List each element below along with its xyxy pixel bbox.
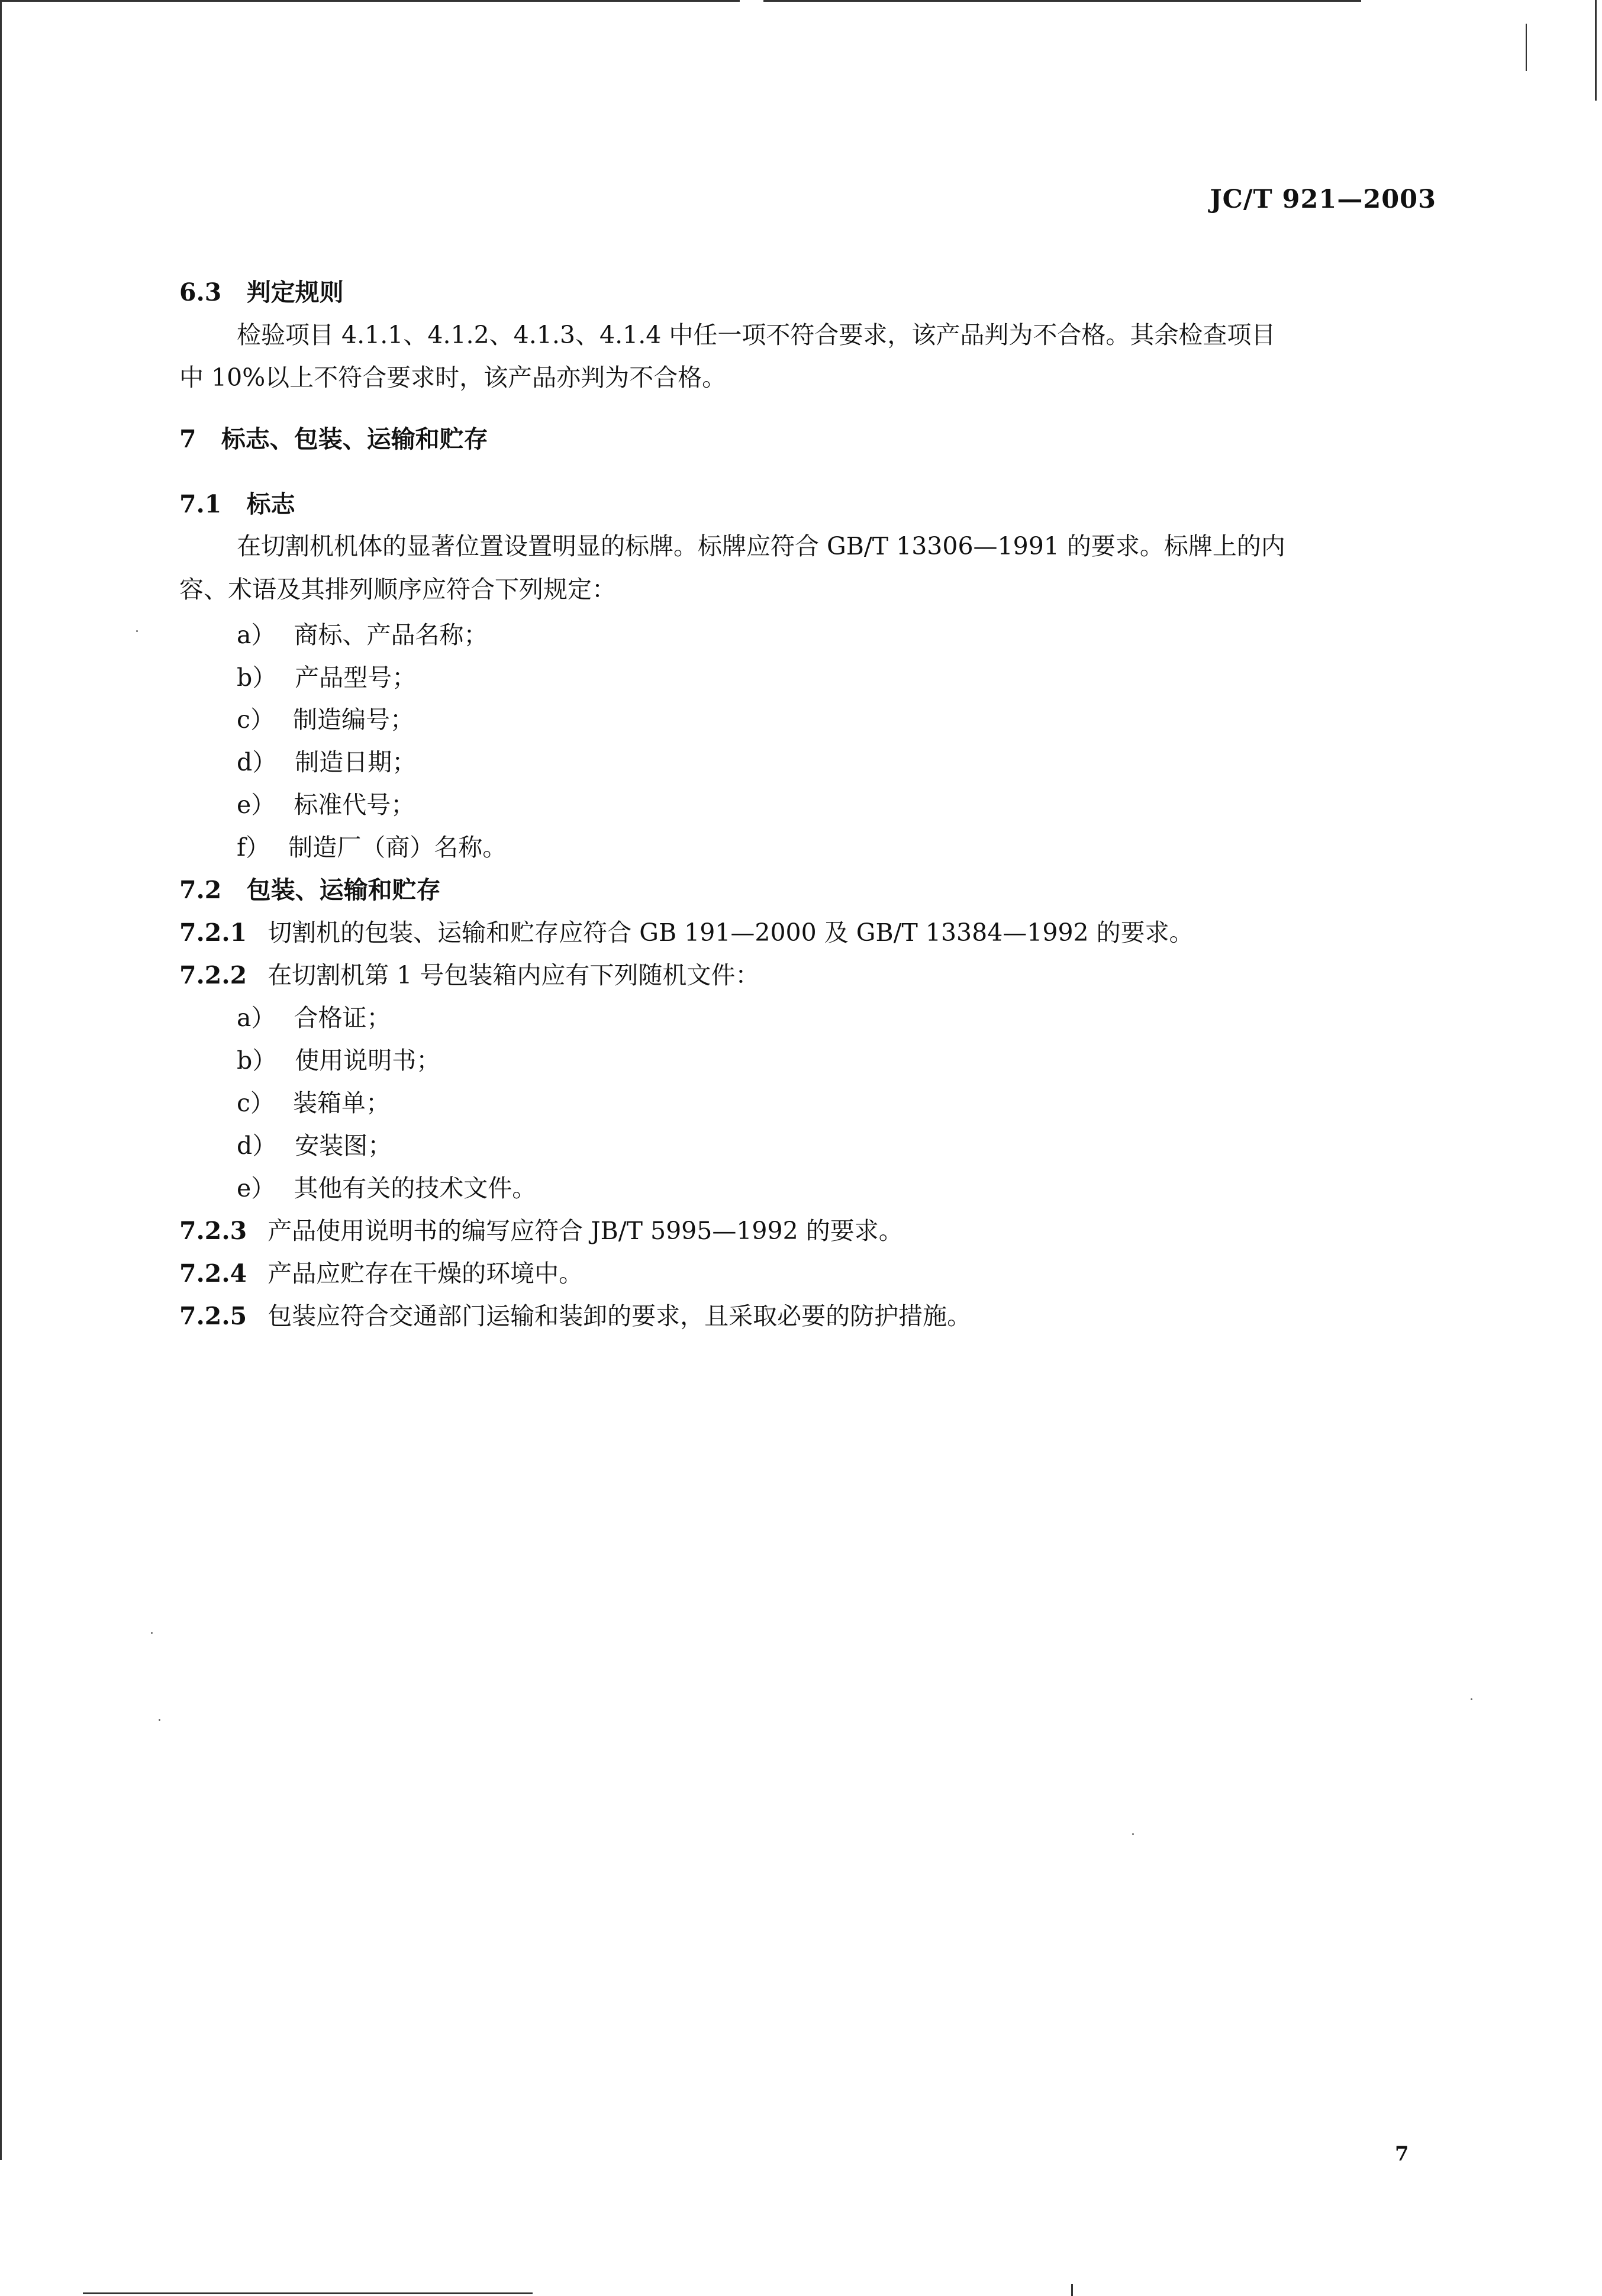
section-6-3-paragraph-line1: 检验项目 4.1.1、4.1.2、4.1.3、4.1.4 中任一项不符合要求，该产品判为不合格。其余检查项目 <box>237 321 1276 349</box>
section-title: 判定规则 <box>246 278 344 307</box>
list-text: 合格证； <box>294 1004 391 1032</box>
section-7-2-2 <box>179 963 759 988</box>
list-marker: c） <box>237 705 275 734</box>
section-text: 产品使用说明书的编写应符合 JB/T 5995—1992 的要求。 <box>267 1217 903 1245</box>
section-6-3-heading <box>179 280 344 305</box>
list-text: 标准代号； <box>294 791 415 819</box>
list-marker: b） <box>237 1046 277 1075</box>
scan-dot <box>1471 1698 1472 1700</box>
section-number: 7.2.4 <box>179 1259 247 1288</box>
standard-code: JC/T 921—2003 <box>1210 185 1436 214</box>
list-item <box>237 1046 441 1075</box>
list-item <box>237 833 507 862</box>
section-text: 包装应符合交通部门运输和装卸的要求，且采取必要的防护措施。 <box>267 1302 972 1330</box>
list-marker: c） <box>237 1089 275 1117</box>
section-7-1-heading <box>179 492 295 517</box>
section-title: 标志、包装、运输和贮存 <box>221 425 488 453</box>
list-item <box>237 705 415 734</box>
section-title: 标志 <box>246 490 295 518</box>
scan-border-top-right <box>763 0 1361 2</box>
list-item <box>237 1176 536 1201</box>
list-text: 使用说明书； <box>295 1046 441 1075</box>
scan-dot <box>159 1719 160 1721</box>
scan-border-right <box>1595 0 1597 101</box>
list-item <box>237 663 417 692</box>
section-7-2-4 <box>179 1259 584 1288</box>
list-text: 安装图； <box>295 1131 392 1160</box>
section-text: 产品应贮存在干燥的环境中。 <box>267 1259 584 1288</box>
section-7-1-paragraph-line1: 在切割机机体的显著位置设置明显的标牌。标牌应符合 GB/T 13306—1991 的要求。标牌上的内 <box>237 532 1285 560</box>
section-text: 在切割机第 1 号包装箱内应有下列随机文件： <box>267 961 760 989</box>
section-7-1-paragraph-line2: 容、术语及其排列顺序应符合下列规定： <box>179 575 616 604</box>
section-6-3-paragraph-line2: 中 10%以上不符合要求时，该产品亦判为不合格。 <box>179 363 727 392</box>
section-text: 切割机的包装、运输和贮存应符合 GB 191—2000 及 GB/T 13384—1992 的要求。 <box>267 918 1194 947</box>
section-number: 7.2 <box>179 876 222 904</box>
section-number: 7 <box>179 425 196 453</box>
list-marker: d） <box>237 748 277 776</box>
section-number: 7.2.2 <box>179 961 247 989</box>
section-number: 7.2.3 <box>179 1217 247 1245</box>
list-marker: a） <box>237 621 276 649</box>
list-item <box>237 1091 390 1115</box>
list-text: 制造日期； <box>295 748 417 776</box>
page-number: 7 <box>1395 2142 1409 2166</box>
list-item <box>237 623 488 647</box>
list-marker: e） <box>237 1174 276 1202</box>
scan-border-left <box>0 0 2 2160</box>
list-text: 装箱单； <box>293 1089 391 1117</box>
scan-dot <box>1132 1833 1134 1835</box>
scan-dot <box>136 630 138 632</box>
section-7-heading <box>179 427 488 452</box>
list-marker: e） <box>237 791 276 819</box>
list-item <box>237 750 416 775</box>
list-item <box>237 1006 391 1030</box>
section-7-2-heading <box>179 878 441 902</box>
scan-border-top <box>0 0 740 2</box>
list-marker: b） <box>237 663 277 692</box>
section-number: 7.1 <box>179 490 222 518</box>
scan-mark-right <box>1526 24 1527 71</box>
list-marker: a） <box>237 1004 276 1032</box>
section-number: 7.2.5 <box>179 1302 247 1330</box>
section-number: 6.3 <box>179 278 222 307</box>
list-text: 商标、产品名称； <box>294 621 488 649</box>
list-text: 其他有关的技术文件。 <box>294 1174 537 1202</box>
section-title: 包装、运输和贮存 <box>246 876 441 904</box>
list-text: 产品型号； <box>295 663 417 692</box>
section-7-2-1 <box>179 918 1194 947</box>
list-marker: f） <box>237 833 270 862</box>
section-number: 7.2.1 <box>179 918 247 947</box>
scan-dot <box>151 1632 153 1634</box>
list-text: 制造编号； <box>293 705 415 734</box>
list-item <box>237 793 415 817</box>
list-marker: d） <box>237 1131 277 1160</box>
list-text: 制造厂（商）名称。 <box>288 833 507 862</box>
section-7-2-5 <box>179 1304 971 1328</box>
list-item <box>237 1131 392 1160</box>
scan-border-bottom <box>83 2292 533 2294</box>
section-7-2-3 <box>179 1219 903 1243</box>
scan-mark-bottom <box>1071 2284 1073 2296</box>
